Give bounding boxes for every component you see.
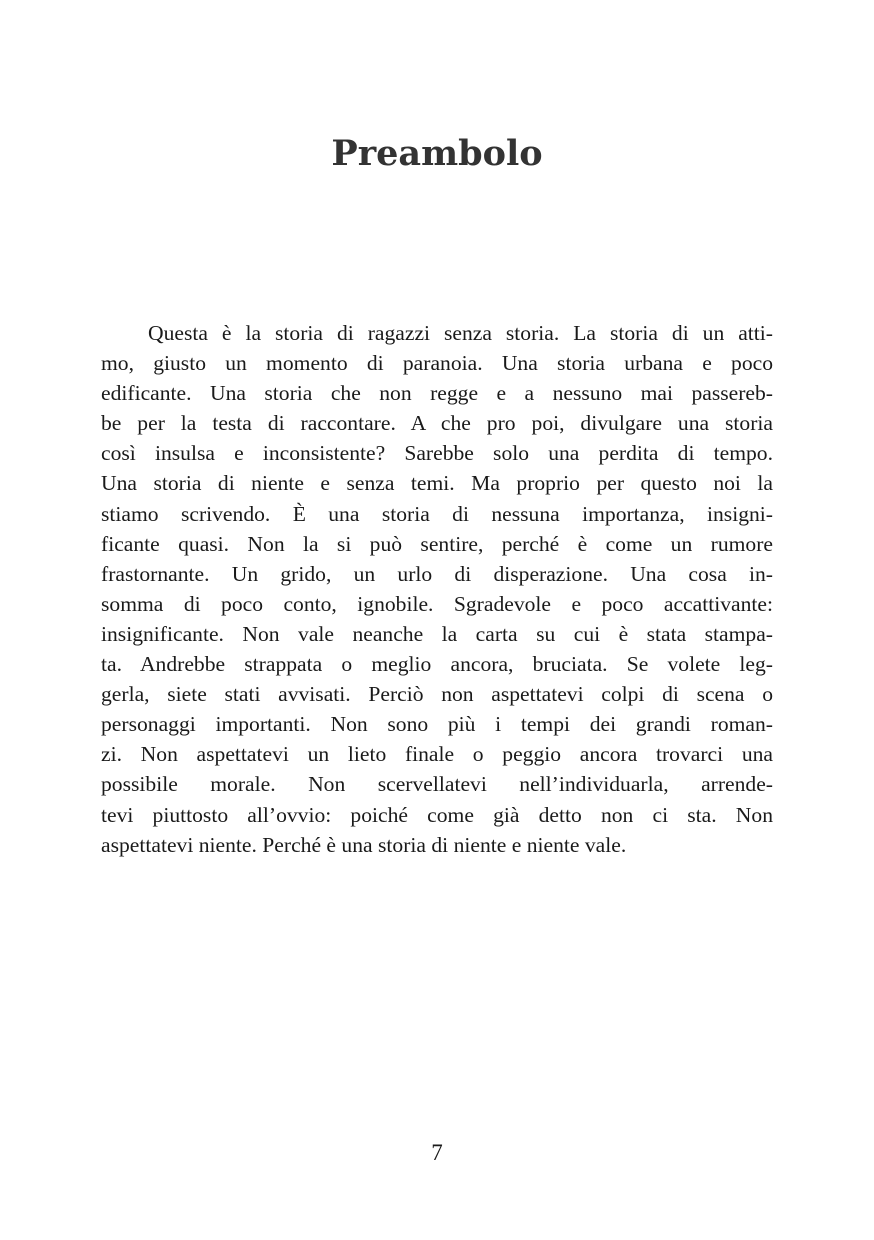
chapter-title: Preambolo (331, 133, 543, 174)
text-line: così insulsa e inconsistente? Sarebbe solo una perdita di tempo. (101, 441, 773, 466)
text-line: ta. Andrebbe strappata o meglio ancora, bruciata. Se volete leg- (101, 652, 773, 677)
text-line: zi. Non aspettatevi un lieto finale o peggio ancora trovarci una (101, 742, 773, 767)
text-line: Una storia di niente e senza temi. Ma proprio per questo noi la (101, 471, 773, 496)
text-line: edificante. Una storia che non regge e a nessuno mai passereb- (101, 381, 773, 406)
body-paragraph (101, 318, 773, 860)
text-line: stiamo scrivendo. È una storia di nessuna importanza, insigni- (101, 501, 773, 526)
text-line: possibile morale. Non scervellatevi nell’individuarla, arrende- (101, 772, 773, 797)
text-line: aspettatevi niente. Perché è una storia di niente e niente vale. (101, 832, 627, 857)
text-line: insignificante. Non vale neanche la carta su cui è stata stampa- (101, 621, 773, 646)
text-line: somma di poco conto, ignobile. Sgradevole e poco accattivante: (101, 591, 773, 616)
page-number: 7 (431, 1140, 443, 1165)
text-line: frastornante. Un grido, un urlo di disperazione. Una cosa in- (101, 561, 773, 586)
text-line: mo, giusto un momento di paranoia. Una storia urbana e poco (101, 351, 773, 376)
text-line: be per la testa di raccontare. A che pro poi, divulgare una storia (101, 411, 773, 436)
text-line: gerla, siete stati avvisati. Perciò non aspettatevi colpi di scena o (101, 682, 773, 707)
text-line: personaggi importanti. Non sono più i tempi dei grandi roman- (101, 712, 773, 737)
text-line: tevi piuttosto all’ovvio: poiché come già detto non ci sta. Non (101, 802, 773, 827)
text-line: ficante quasi. Non la si può sentire, perché è come un rumore (101, 531, 773, 556)
text-line: Questa è la storia di ragazzi senza storia. La storia di un atti- (148, 321, 773, 345)
